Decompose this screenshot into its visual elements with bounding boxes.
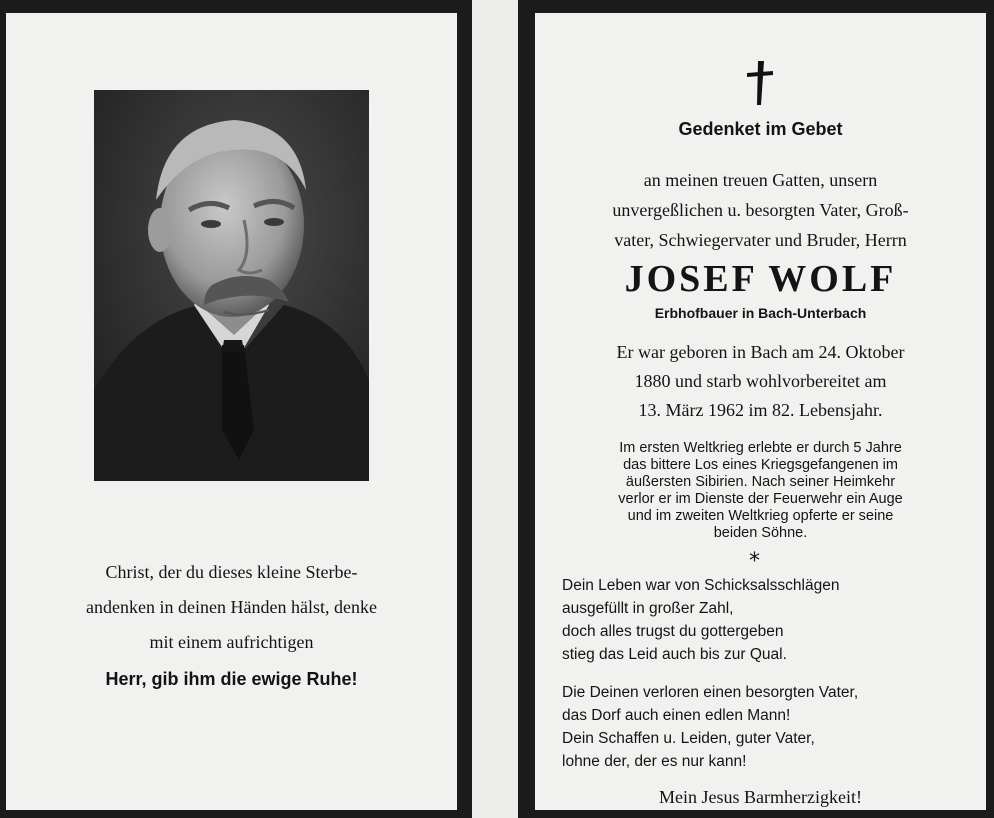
poem-line: lohne der, der es nur kann! [562, 753, 747, 770]
poem-line: stieg das Leid auch bis zur Qual. [562, 646, 787, 663]
portrait-photo [94, 90, 369, 481]
bio-line: 13. März 1962 im 82. Lebensjahr. [638, 400, 883, 420]
cross-icon [741, 59, 779, 107]
left-card [6, 13, 457, 810]
poem-line: Dein Leben war von Schicksalsschlägen [562, 577, 840, 594]
history-line: äußersten Sibirien. Nach seiner Heimkehr [625, 474, 896, 490]
history-line: Im ersten Weltkrieg erlebte er durch 5 Jahre [619, 440, 902, 456]
bio-line: Er war geboren in Bach am 24. Oktober [616, 342, 905, 362]
verse-line: mit einem aufrichtigen [149, 632, 314, 652]
portrait-illustration [94, 90, 369, 481]
poem-line: das Dorf auch einen edlen Mann! [562, 707, 791, 724]
middle-paper-strip [472, 0, 518, 818]
heading: Gedenket im Gebet [678, 119, 843, 139]
bio-line: 1880 und starb wohlvorbereitet am [634, 371, 887, 391]
history-line: beiden Söhne. [713, 525, 808, 541]
history-line: und im zweiten Weltkrieg opferte er seine [627, 508, 894, 524]
history-line: das bittere Los eines Kriegsgefangenen im [623, 457, 898, 473]
dedication-line: vater, Schwiegervater und Bruder, Herrn [614, 230, 907, 250]
verse-line: andenken in deinen Händen hälst, denke [86, 597, 377, 617]
verse-line: Christ, der du dieses kleine Sterbe- [105, 562, 358, 582]
dedication-line: unvergeßlichen u. besorgten Vater, Groß- [612, 200, 909, 220]
dedication-line: an meinen treuen Gatten, unsern [643, 170, 878, 190]
right-card [535, 13, 986, 810]
asterisk-icon: * [749, 549, 760, 574]
occupation: Erbhofbauer in Bach-Unterbach [654, 305, 867, 321]
poem-line: Dein Schaffen u. Leiden, guter Vater, [562, 730, 815, 747]
poem-line: ausgefüllt in großer Zahl, [562, 600, 734, 617]
history-line: verlor er im Dienste der Feuerwehr ein Auge [618, 491, 903, 507]
poem-line: Die Deinen verloren einen besorgten Vater, [562, 684, 859, 701]
poem-line: doch alles trugst du gottergeben [562, 623, 784, 640]
closing-prayer: Herr, gib ihm die ewige Ruhe! [105, 669, 358, 689]
deceased-name: JOSEF WOLF [624, 258, 897, 300]
final-invocation: Mein Jesus Barmherzigkeit! [659, 787, 862, 807]
